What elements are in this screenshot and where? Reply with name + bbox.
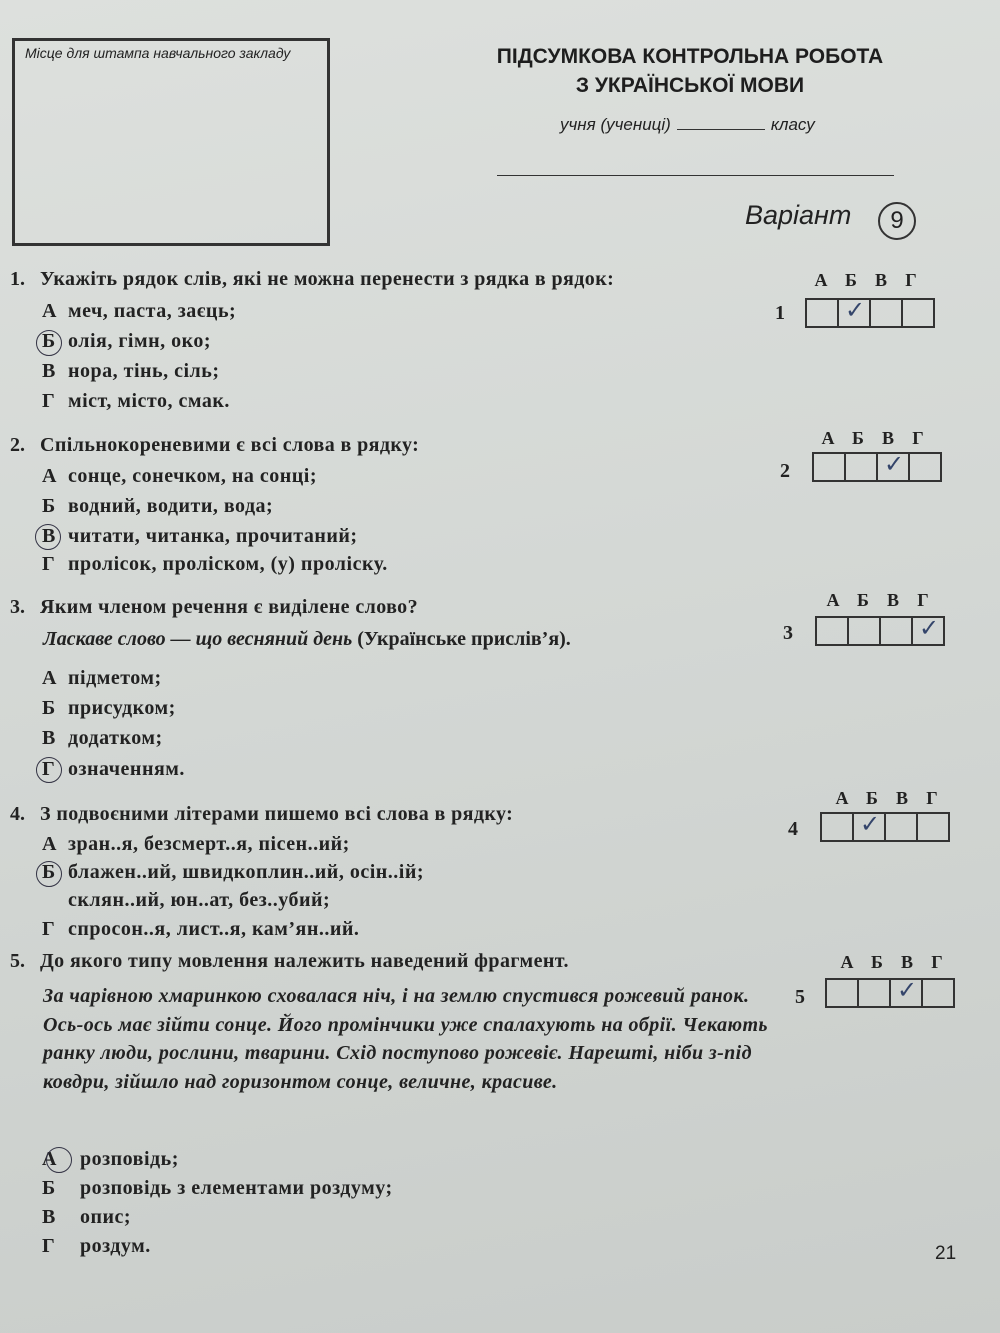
grid-question-number: 2 [780,460,790,482]
answer-boxes [812,452,942,482]
option [42,1206,131,1229]
grid-letter: В [895,788,908,808]
option-letter: А [42,300,57,322]
option-text: склян..ий, юн..ат, без..убий; [68,889,331,911]
answer-circle [36,757,62,783]
option-letter: Б [42,1177,56,1199]
option-text: олія, гімн, око; [68,330,212,352]
answer-circle [36,861,62,887]
option-text: розповідь; [80,1148,179,1170]
answer-boxes [815,616,945,646]
option [42,330,211,353]
grid-letter: Б [871,952,883,972]
name-line [497,175,894,176]
answer-box[interactable] [817,618,847,644]
check-mark: ✓ [884,450,905,478]
answer-circle [46,1147,72,1173]
option [42,918,359,941]
question-text: До якого типу мовлення належить наведений фрагмент. [40,950,569,972]
question-4 [10,803,513,826]
text-fragment: За чарівною хмаринкою сховалася ніч, і на землю спустився рожевий ранок. Ось-ось має зійти сонце. Його промінчики уже спалахують на обрії. Чекають ранку люди, рослини, тварини. Схід поступово рожевіє. Нарешті, ніби з-під ковдри, зійшло над горизонтом сонце, величне, красиве. [43,985,768,1093]
question-number: 1. [10,268,25,290]
answer-box[interactable] [869,300,901,326]
answer-box[interactable] [807,300,837,326]
grid-letter: Г [917,590,929,610]
option [42,465,317,488]
grid-question-number: 3 [783,622,793,644]
option [42,667,162,690]
answer-boxes [805,298,935,328]
option-letter: А [42,465,57,487]
grid-letter: В [881,428,894,448]
option-text: меч, паста, заєць; [68,300,237,322]
stamp-label: Місце для штампа навчального закладу [25,45,291,61]
option-letter: Г [42,390,55,412]
option-text: розповідь з елементами роздуму; [80,1177,393,1199]
answer-box[interactable] [879,618,911,644]
example-source: (Українське прислів’я). [352,628,571,650]
question-text: З подвоєними літерами пишемо всі слова в рядку: [40,803,514,825]
answer-box[interactable] [852,810,884,840]
class-blank [677,129,765,130]
option-letter: Г [42,918,55,940]
option [42,360,220,383]
option-letter: В [42,360,56,382]
grid-letter: В [900,952,913,972]
check-mark: ✓ [919,614,940,642]
option [42,1235,151,1258]
answer-box[interactable] [901,300,933,326]
option-text: нора, тінь, сіль; [68,360,220,382]
answer-box[interactable] [921,980,953,1006]
check-mark: ✓ [845,296,866,324]
option-letter: Г [42,1235,55,1257]
stamp-box [12,38,330,246]
answer-circle [36,330,62,356]
option [42,1177,393,1200]
grid-letter: А [814,270,828,290]
option [42,697,176,720]
option-text: зран..я, безсмерт..я, пісен..ий; [68,833,350,855]
variant-number: 9 [878,202,916,240]
question-5 [10,950,569,973]
option-letter: А [42,667,57,689]
option-letter: Б [42,861,56,883]
question-number: 2. [10,434,25,456]
question-text: Спільнокореневими є всі слова в рядку: [40,434,420,456]
option-text: міст, місто, смак. [68,390,230,412]
student-suffix: класу [770,115,815,134]
grid-letter: А [835,788,849,808]
option-text: опис; [80,1206,132,1228]
option-text: сонце, сонечком, на сонці; [68,465,318,487]
grid-letter: Б [845,270,857,290]
answer-box[interactable] [884,814,916,840]
student-line [560,115,815,135]
option [42,889,330,912]
grid-letter: В [886,590,899,610]
answer-box[interactable] [889,976,921,1006]
grid-question-number: 5 [795,986,805,1008]
answer-box[interactable] [827,980,857,1006]
option-text: присудком; [68,697,176,719]
answer-box[interactable] [847,618,879,644]
option-text: спросон..я, лист..я, кам’ян..ий. [68,918,360,940]
question-number: 3. [10,596,25,618]
option-text: підметом; [68,667,162,689]
option-letter: В [42,1206,56,1228]
option-text: читати, читанка, прочитаний; [68,525,358,547]
example-quote: Ласкаве слово — що весняний день [43,628,353,650]
check-mark: ✓ [897,976,918,1004]
answer-box[interactable] [814,454,844,480]
option-letter: Г [42,553,55,575]
answer-box[interactable] [876,450,908,480]
answer-box[interactable] [908,454,940,480]
question-2 [10,434,419,457]
answer-box[interactable] [916,814,948,840]
question-3 [10,596,418,619]
title-line-1: ПІДСУМКОВА КОНТРОЛЬНА РОБОТА [496,45,884,68]
option-letter: А [42,1148,57,1170]
answer-box[interactable] [822,814,852,840]
answer-boxes [820,812,950,842]
answer-circle [35,524,61,550]
option [42,300,236,323]
grid-letter: Б [866,788,878,808]
grid-question-number: 1 [775,302,785,324]
grid-letter: А [826,590,840,610]
grid-letter: В [874,270,887,290]
option [42,833,350,856]
check-mark: ✓ [860,810,881,838]
option-text: пролісок, проліском, (у) проліску. [68,553,388,575]
grid-letter: Г [926,788,938,808]
grid-letter: Г [905,270,917,290]
answer-box[interactable] [844,454,876,480]
option [42,861,424,884]
option-text: роздум. [80,1235,151,1257]
option [42,525,358,548]
page-title [460,42,920,100]
question-number: 5. [10,950,25,972]
example-sentence [43,628,571,651]
grid-letter: Г [931,952,943,972]
option [42,495,273,518]
question-text: Яким членом речення є виділене слово? [40,596,418,618]
option-text: означенням. [68,758,185,780]
answer-box[interactable] [911,614,943,644]
answer-box[interactable] [857,980,889,1006]
grid-question-number: 4 [788,818,798,840]
option-letter: Б [42,697,56,719]
grid-letter: Б [857,590,869,610]
question-text: Укажіть рядок слів, які не можна перенести з рядка в рядок: [40,268,615,290]
question-1 [10,268,614,291]
option-letter: Б [42,495,56,517]
option-text: блажен..ий, швидкоплин..ий, осін..ій; [68,861,425,883]
question-number: 4. [10,803,25,825]
grid-letter: А [840,952,854,972]
page-number: 21 [935,1243,957,1264]
grid-letter: Г [912,428,924,448]
option-text: додатком; [68,727,163,749]
option-letter: Б [42,330,56,352]
option-letter: А [42,833,57,855]
option-letter: В [42,727,56,749]
student-prefix: учня (учениці) [560,115,671,134]
answer-box[interactable] [837,296,869,326]
title-line-2: З УКРАЇНСЬКОЇ МОВИ [575,74,805,97]
option [42,553,388,576]
option [42,758,185,781]
option-letter: В [42,525,56,547]
option-text: водний, водити, вода; [68,495,274,517]
option-letter: Г [42,758,55,780]
answer-boxes [825,978,955,1008]
option [42,727,163,750]
grid-letter: А [821,428,835,448]
variant-label: Варіант [745,200,852,230]
option [42,390,230,413]
grid-letter: Б [852,428,864,448]
